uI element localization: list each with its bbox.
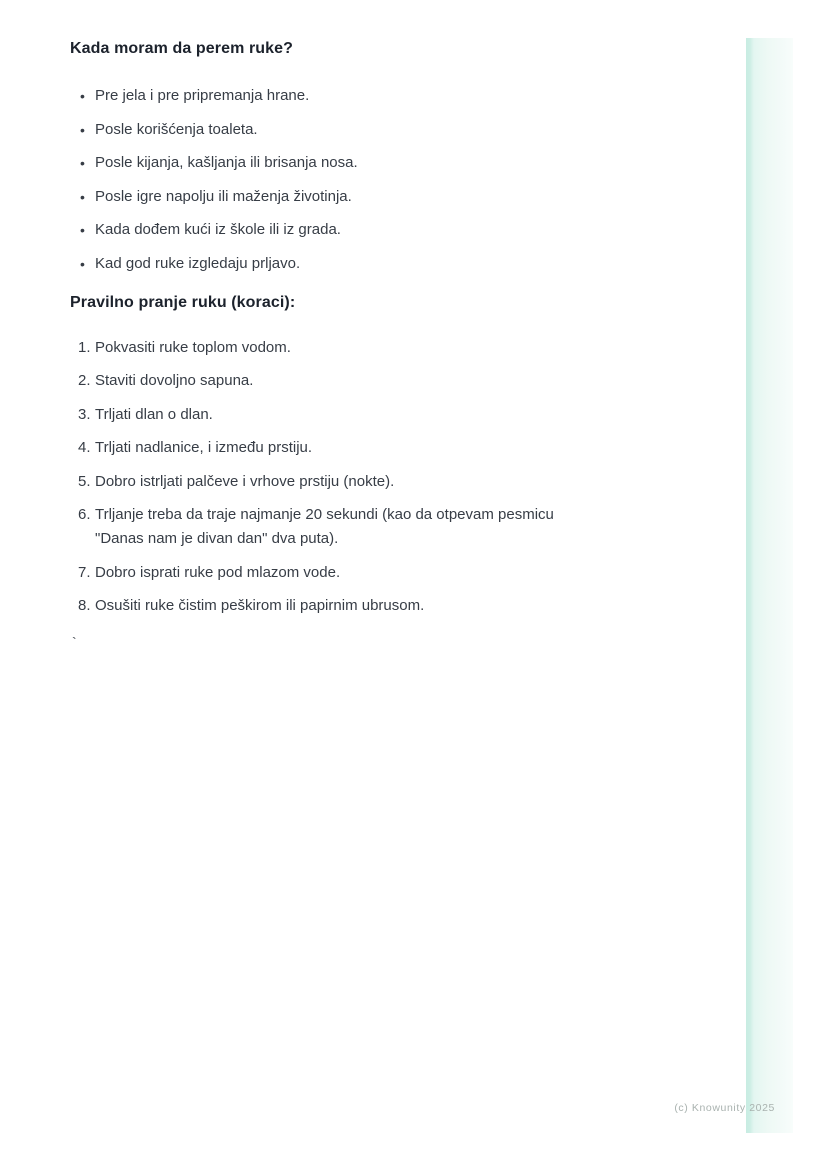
document-content (70, 38, 670, 654)
bullet-text: Posle igre napolju ili maženja životinja. (95, 187, 352, 205)
step-text: Dobro istrljati palčeve i vrhove prstiju (nokte). (95, 472, 395, 490)
step-item (78, 436, 670, 460)
step-item (78, 594, 670, 618)
list-item (80, 84, 670, 108)
step-text: Staviti dovoljno sapuna. (95, 372, 254, 389)
list-item (80, 185, 670, 209)
bullet-list (70, 84, 670, 276)
step-number: 4. (78, 439, 91, 456)
step-item (78, 336, 670, 360)
step-number: 6. (78, 506, 91, 523)
bullet-icon: • (80, 222, 85, 238)
step-text: Dobro isprati ruke pod mlazom vode. (95, 563, 341, 581)
bullet-text: Posle kijanja, kašljanja ili brisanja nosa. (95, 154, 358, 171)
stray-backtick-character: ` (72, 634, 77, 650)
step-item (78, 470, 670, 494)
accent-stripe (746, 38, 793, 1133)
bullet-text: Kad god ruke izgledaju prljavo. (95, 254, 301, 272)
step-number: 7. (78, 563, 91, 581)
list-item (80, 151, 670, 175)
step-list (70, 336, 670, 619)
bullet-icon: • (80, 255, 85, 272)
step-text: Trljati nadlanice, i između prstiju. (95, 439, 313, 456)
step-number: 3. (78, 405, 91, 423)
step-number: 5. (78, 472, 91, 490)
step-number: 2. (78, 372, 91, 389)
bullet-icon: • (80, 188, 85, 205)
step-text: Trljati dlan o dlan. (95, 405, 213, 423)
bullet-icon: • (80, 121, 85, 138)
list-item (80, 218, 670, 242)
list-item (80, 118, 670, 142)
section-heading-washing-steps: Pravilno pranje ruku (koraci): (70, 293, 296, 311)
bullet-text: Posle korišćenja toaleta. (95, 120, 258, 138)
bullet-text: Pre jela i pre pripremanja hrane. (95, 87, 310, 104)
bullet-icon: • (80, 155, 85, 171)
step-text: Pokvasiti ruke toplom vodom. (95, 338, 291, 356)
bullet-icon: • (80, 88, 85, 104)
step-item (78, 503, 670, 551)
step-number: 1. (78, 338, 91, 356)
list-item (80, 252, 670, 276)
step-item (78, 369, 670, 393)
step-number: 8. (78, 597, 91, 614)
section-heading-when-to-wash: Kada moram da perem ruke? (70, 40, 294, 57)
step-text: Osušiti ruke čistim peškirom ili papirnim ubrusom. (95, 597, 425, 614)
bullet-text: Kada dođem kući iz škole ili iz grada. (95, 221, 341, 238)
step-item (78, 561, 670, 585)
step-item (78, 403, 670, 427)
step-text (95, 503, 554, 551)
step-text-line1: Trljanje treba da traje najmanje 20 sekundi (kao da otpevam pesmicu (95, 506, 554, 523)
footer-copyright: (c) Knowunity 2025 (674, 1102, 775, 1114)
step-text-line2: "Danas nam je divan dan" dva puta). (95, 530, 339, 547)
